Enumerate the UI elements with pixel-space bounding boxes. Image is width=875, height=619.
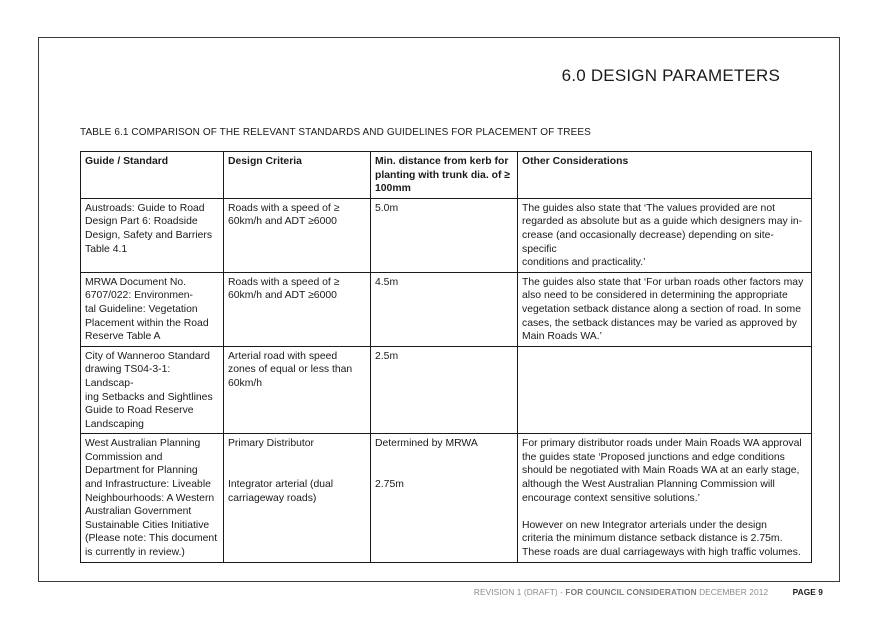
cell-guide-standard <box>81 198 224 272</box>
header-guide-standard: Guide / Standard <box>81 152 224 199</box>
standards-comparison-table <box>80 151 812 563</box>
cell-text-line: 60km/h and ADT ≥6000 <box>228 216 337 228</box>
cell-text-line: West Australian Planning <box>85 438 201 450</box>
cell-text-line: also need to be considered in determining the appropriate <box>522 290 788 302</box>
section-title: 6.0 DESIGN PARAMETERS <box>561 66 780 85</box>
footer-revision: REVISION 1 (DRAFT) - <box>473 587 566 597</box>
cell-text-line: although the West Australian Planning Commission will <box>522 479 775 491</box>
cell-text-line: Roads with a speed of ≥ <box>228 276 340 288</box>
cell-guide-standard <box>81 434 224 562</box>
cell-min-distance <box>371 198 518 272</box>
cell-text-line: should be negotiated with Main Roads WA at an early stage, <box>522 465 800 477</box>
cell-text-line: Arterial road with speed <box>228 350 338 362</box>
table-header-row <box>81 152 812 199</box>
cell-text-line: Table 4.1 <box>85 243 128 255</box>
cell-text-line: These roads are dual carriageways with high traffic volumes. <box>522 547 801 559</box>
cell-text-line: 5.0m <box>375 202 399 214</box>
line-gap <box>228 464 366 478</box>
line-gap <box>228 451 366 465</box>
table-caption: TABLE 6.1 COMPARISON OF THE RELEVANT STANDARDS AND GUIDELINES FOR PLACEMENT OF TREES <box>80 127 591 138</box>
cell-text-line: Design, Safety and Barriers <box>85 229 213 241</box>
footer-consideration: FOR COUNCIL CONSIDERATION <box>565 587 697 597</box>
cell-text-line: Reserve Table A <box>85 331 161 343</box>
cell-text-line: Integrator arterial (dual <box>228 479 334 491</box>
cell-text-line: Austroads: Guide to Road <box>85 202 205 214</box>
cell-text-line: Sustainable Cities Initiative <box>85 519 210 531</box>
cell-text-line: 60km/h and ADT ≥6000 <box>228 290 337 302</box>
cell-min-distance <box>371 434 518 562</box>
cell-text-line: criteria the minimum distance setback distance is 2.75m. <box>522 533 783 545</box>
cell-text-line: Determined by MRWA <box>375 438 478 450</box>
cell-other-considerations <box>518 198 812 272</box>
cell-text-line: encourage context sensitive solutions.’ <box>522 492 700 504</box>
cell-design-criteria <box>224 434 371 562</box>
cell-text-line: Guide to Road Reserve <box>85 405 194 417</box>
cell-text-line: Main Roads WA.’ <box>522 331 602 343</box>
cell-text-line: Department for Planning <box>85 465 198 477</box>
cell-design-criteria <box>224 272 371 346</box>
cell-text-line: regarded as absolute but as a guide which designers may in- <box>522 216 803 228</box>
table-row <box>81 272 812 346</box>
cell-text-line: 6707/022: Environmen- <box>85 290 194 302</box>
cell-text-line: MRWA Document No. <box>85 276 187 288</box>
cell-text-line: is currently in review.) <box>85 547 185 559</box>
line-gap <box>522 505 807 519</box>
header-other-considerations: Other Considerations <box>518 152 812 199</box>
cell-other-considerations <box>518 272 812 346</box>
table-row <box>81 198 812 272</box>
line-gap <box>375 451 513 465</box>
cell-design-criteria <box>224 346 371 434</box>
cell-text-line: ing Setbacks and Sightlines <box>85 391 213 403</box>
cell-text-line: tal Guideline: Vegetation <box>85 303 198 315</box>
cell-text-line: Placement within the Road <box>85 317 209 329</box>
cell-text-line: 2.5m <box>375 350 399 362</box>
cell-text-line: Australian Government <box>85 506 192 518</box>
cell-text-line: Roads with a speed of ≥ <box>228 202 340 214</box>
cell-text-line: Commission and <box>85 451 163 463</box>
cell-text-line: (Please note: This document <box>85 533 218 545</box>
cell-text-line: crease (and occasionally decrease) depending on site-specific <box>522 229 774 255</box>
cell-text-line: conditions and practicality.’ <box>522 257 646 269</box>
cell-guide-standard <box>81 346 224 434</box>
footer-date: DECEMBER 2012 <box>699 587 769 597</box>
cell-design-criteria <box>224 198 371 272</box>
cell-text-line: carriageway roads) <box>228 492 317 504</box>
footer-page-number: PAGE 9 <box>792 587 823 597</box>
line-gap <box>375 464 513 478</box>
cell-text-line: 60km/h <box>228 377 263 389</box>
cell-text-line: 2.75m <box>375 479 404 491</box>
cell-text-line: City of Wanneroo Standard <box>85 350 210 362</box>
cell-text-line: For primary distributor roads under Main Roads WA approval <box>522 438 802 450</box>
cell-guide-standard <box>81 272 224 346</box>
cell-text-line: and Infrastructure: Liveable <box>85 479 211 491</box>
table-row <box>81 346 812 434</box>
cell-text-line: Landscaping <box>85 418 144 430</box>
cell-text-line: zones of equal or less than <box>228 364 353 376</box>
cell-text-line: vegetation setback distance along a section of road. In some <box>522 303 801 315</box>
cell-text-line: the guides state ‘Proposed junctions and edge conditions <box>522 451 785 463</box>
cell-text-line: 4.5m <box>375 276 399 288</box>
table-row <box>81 434 812 562</box>
cell-text-line: drawing TS04-3-1: Landscap- <box>85 364 171 389</box>
cell-other-considerations <box>518 346 812 434</box>
cell-min-distance <box>371 272 518 346</box>
cell-text-line: The guides also state that ‘The values provided are not <box>522 202 775 214</box>
cell-text-line: Design Part 6: Roadside <box>85 216 198 228</box>
cell-other-considerations <box>518 434 812 562</box>
header-min-distance: Min. distance from kerb for planting with trunk dia. of ≥ 100mm <box>371 152 518 199</box>
cell-text-line: Primary Distributor <box>228 438 315 450</box>
header-design-criteria: Design Criteria <box>224 152 371 199</box>
page-footer <box>474 587 823 597</box>
cell-text-line: Neighbourhoods: A Western <box>85 492 215 504</box>
cell-text-line: However on new Integrator arterials under the design <box>522 519 767 531</box>
cell-text-line: cases, the setback distances may be varied as approved by <box>522 317 797 329</box>
table-body <box>81 198 812 562</box>
cell-text-line: The guides also state that ‘For urban roads other factors may <box>522 276 804 288</box>
cell-min-distance <box>371 346 518 434</box>
